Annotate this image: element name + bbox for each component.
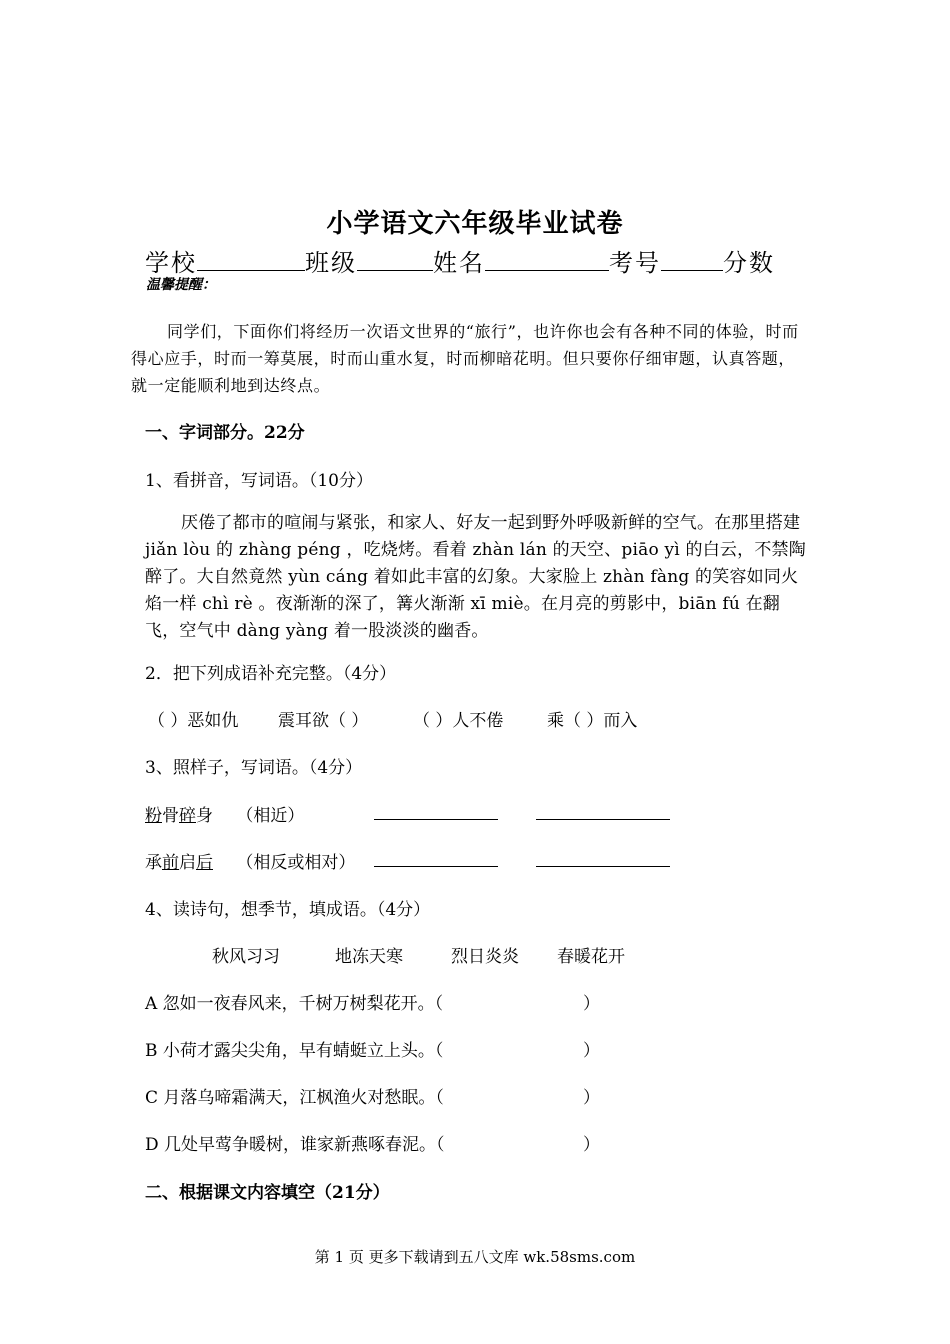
class-label: 班级 [305, 249, 357, 277]
q4-close: ） [583, 1041, 600, 1061]
q3-label: 3、照样子，写词语。（4分） [145, 758, 363, 778]
q2-item: 乘（ ）而入 [547, 711, 638, 731]
class-blank[interactable] [357, 246, 433, 271]
q3-row-1 [145, 801, 304, 826]
school-blank[interactable] [197, 246, 305, 271]
q3-char: 后 [196, 853, 213, 873]
name-blank[interactable] [485, 246, 609, 271]
q4-item: B 小荷才露尖尖角，早有蜻蜓立上头。（ [145, 1041, 444, 1061]
reminder-label: 温馨提醒： [146, 277, 216, 293]
q4-item: C 月落乌啼霜满天，江枫渔火对愁眠。（ [145, 1088, 444, 1108]
q3-hint: （相近） [236, 806, 305, 826]
q3-char: 启 [179, 853, 196, 873]
number-blank[interactable] [661, 246, 723, 271]
intro-paragraph: 同学们，下面你们将经历一次语文世界的“旅行”，也许你也会有各种不同的体验，时而得心应手，时而一筹莫展，时而山重水复，时而柳暗花明。但只要你仔细审题，认真答题，就一定能顺利地到达终点。 [131, 322, 799, 395]
section2-heading: 二、根据课文内容填空（21分） [145, 1183, 390, 1203]
school-label: 学校 [145, 249, 197, 277]
q4-close: ） [583, 1135, 600, 1155]
answer-blank[interactable] [536, 801, 670, 820]
q3-char: 粉 [145, 806, 162, 826]
q3-char: 身 [196, 806, 213, 826]
page-title: 小学语文六年级毕业试卷 [326, 209, 624, 239]
q4-item: D 几处早莺争暖树，谁家新燕啄春泥。（ [145, 1135, 445, 1155]
q2-item: （ ）人不倦 [413, 711, 504, 731]
score-label: 分数 [723, 249, 775, 277]
q2-item: （ ）恶如仇 [148, 711, 239, 731]
answer-blank[interactable] [374, 801, 498, 820]
q4-option: 春暖花开 [557, 947, 625, 967]
q3-hint: （相反或相对） [236, 853, 356, 873]
q2-label: 2．把下列成语补充完整。（4分） [145, 664, 397, 684]
student-info-line [145, 243, 775, 278]
page-footer: 第 1 页 更多下载请到五八文库 wk.58sms.com [314, 1248, 636, 1266]
number-label: 考号 [609, 249, 661, 277]
q3-char: 碎 [179, 806, 196, 826]
q4-option: 秋风习习 [212, 947, 280, 967]
q1-passage: 厌倦了都市的喧闹与紧张，和家人、好友一起到野外呼吸新鲜的空气。在那里搭建 jiǎn lòu 的 zhàng péng ，吃烧烤。看着 zhàn lán 的天空、piāo yì 的白云，不禁陶醉了。大自然竟然 yùn cáng 着如此丰富的幻象。大家脸上 zhàn fàng 的笑容如同火焰一样 chì rè 。夜渐渐的深了，篝火渐渐 xī miè。在月亮的剪影中，biān fú 在翻飞，空气中 dàng yàng 着一股淡淡的幽香。 [145, 513, 806, 641]
section1-heading: 一、字词部分。22分 [145, 423, 305, 443]
q4-close: ） [583, 994, 600, 1014]
q4-item: A 忽如一夜春风来，千树万树梨花开。（ [145, 994, 444, 1014]
answer-blank[interactable] [536, 848, 670, 867]
q1-label: 1、看拼音，写词语。（10分） [145, 471, 373, 491]
q3-row-2 [145, 848, 355, 873]
q3-char: 骨 [162, 806, 179, 826]
name-label: 姓名 [433, 249, 485, 277]
q4-option: 地冻天寒 [335, 947, 403, 967]
q4-label: 4、读诗句，想季节，填成语。（4分） [145, 900, 431, 920]
q3-char: 承 [145, 853, 162, 873]
q2-item: 震耳欲（ ） [278, 711, 369, 731]
q4-close: ） [583, 1088, 600, 1108]
q3-char: 前 [162, 853, 179, 873]
q4-option: 烈日炎炎 [451, 947, 519, 967]
answer-blank[interactable] [374, 848, 498, 867]
